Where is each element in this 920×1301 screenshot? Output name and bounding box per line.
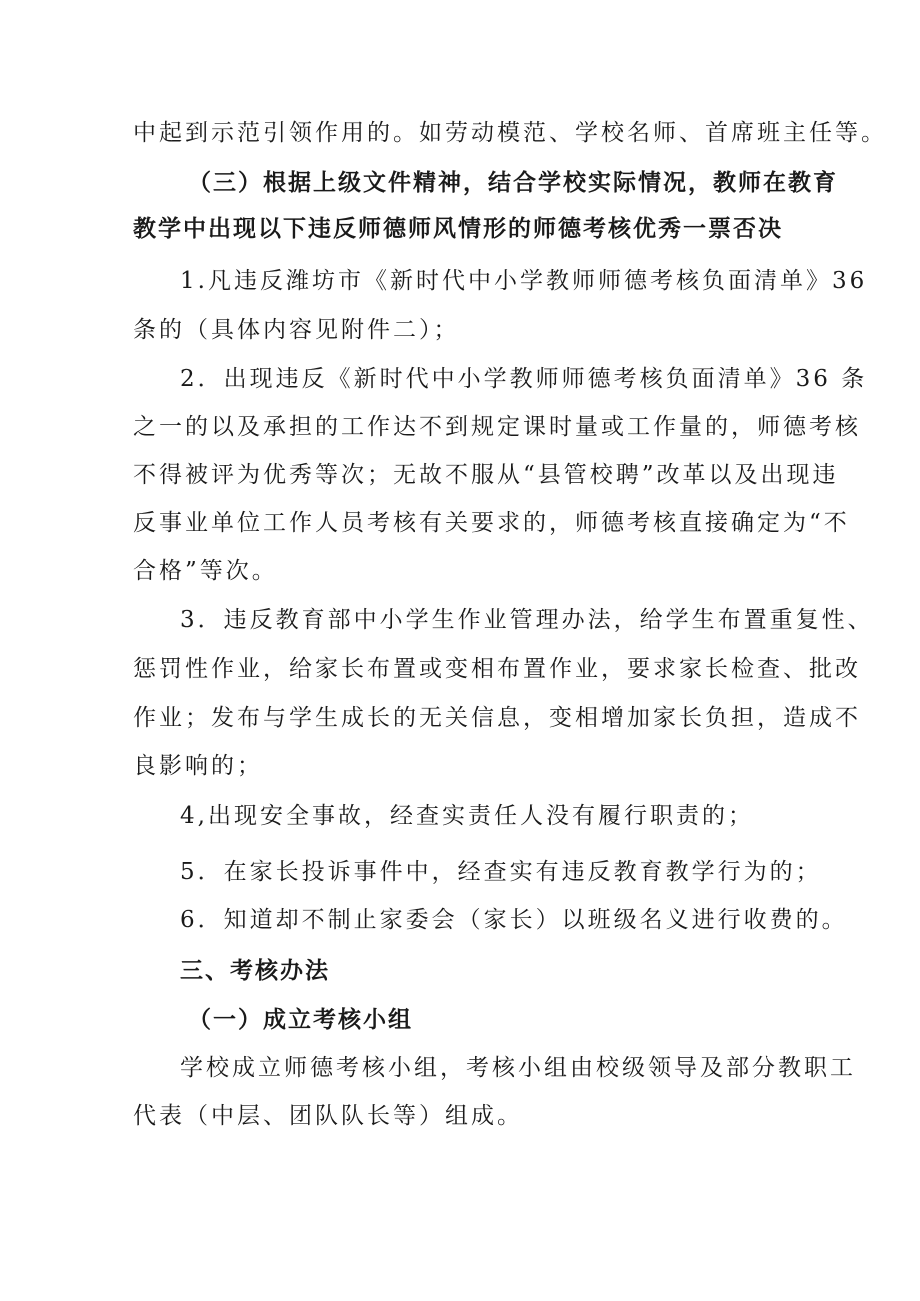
section-heading-3: （三）根据上级文件精神，结合学校实际情况，教师在教育 (188, 169, 838, 196)
item-2-line-3: 不得被评为优秀等次；无故不服从“县管校聘”改革以及出现违 (133, 462, 839, 488)
item-6: 6．知道却不制止家委会（家长）以班级名义进行收费的。 (180, 907, 848, 933)
paragraph-group-line-1: 学校成立师德考核小组，考核小组由校级领导及部分教职工 (180, 1055, 856, 1081)
paragraph-group-line-2: 代表（中层、团队队长等）组成。 (133, 1103, 523, 1129)
item-5: 5．在家长投诉事件中，经查实有违反教育教学行为的； (180, 859, 822, 885)
item-2-line-5: 合格”等次。 (133, 558, 278, 584)
text-line-1: 中起到示范引领作用的。如劳动模范、学校名师、首席班主任等。 (133, 120, 887, 146)
item-2-line-2: 之一的以及承担的工作达不到规定课时量或工作量的，师德考核 (133, 414, 861, 440)
item-2-line-1: 2．出现违反《新时代中小学教师师德考核负面清单》36 条 (180, 366, 868, 392)
section-heading-assessment-method: 三、考核办法 (180, 957, 330, 984)
item-4: 4,出现安全事故，经查实责任人没有履行职责的； (180, 803, 754, 829)
item-1-line-1: 1.凡违反潍坊市《新时代中小学教师师德考核负面清单》36 (180, 268, 868, 294)
item-3-line-2: 惩罚性作业，给家长布置或变相布置作业，要求家长检查、批改 (133, 656, 861, 682)
subsection-heading-1: （一）成立考核小组 (188, 1006, 413, 1033)
item-3-line-4: 良影响的； (133, 753, 263, 779)
section-heading-3-cont: 教学中出现以下违反师德师风情形的师德考核优秀一票否决 (133, 215, 783, 242)
item-1-line-2: 条的（具体内容见附件二）； (133, 317, 460, 343)
item-3-line-3: 作业；发布与学生成长的无关信息，变相增加家长负担，造成不 (133, 705, 861, 731)
item-3-line-1: 3．违反教育部中小学生作业管理办法，给学生布置重复性、 (180, 607, 874, 633)
item-2-line-4: 反事业单位工作人员考核有关要求的，师德考核直接确定为“不 (133, 510, 850, 536)
